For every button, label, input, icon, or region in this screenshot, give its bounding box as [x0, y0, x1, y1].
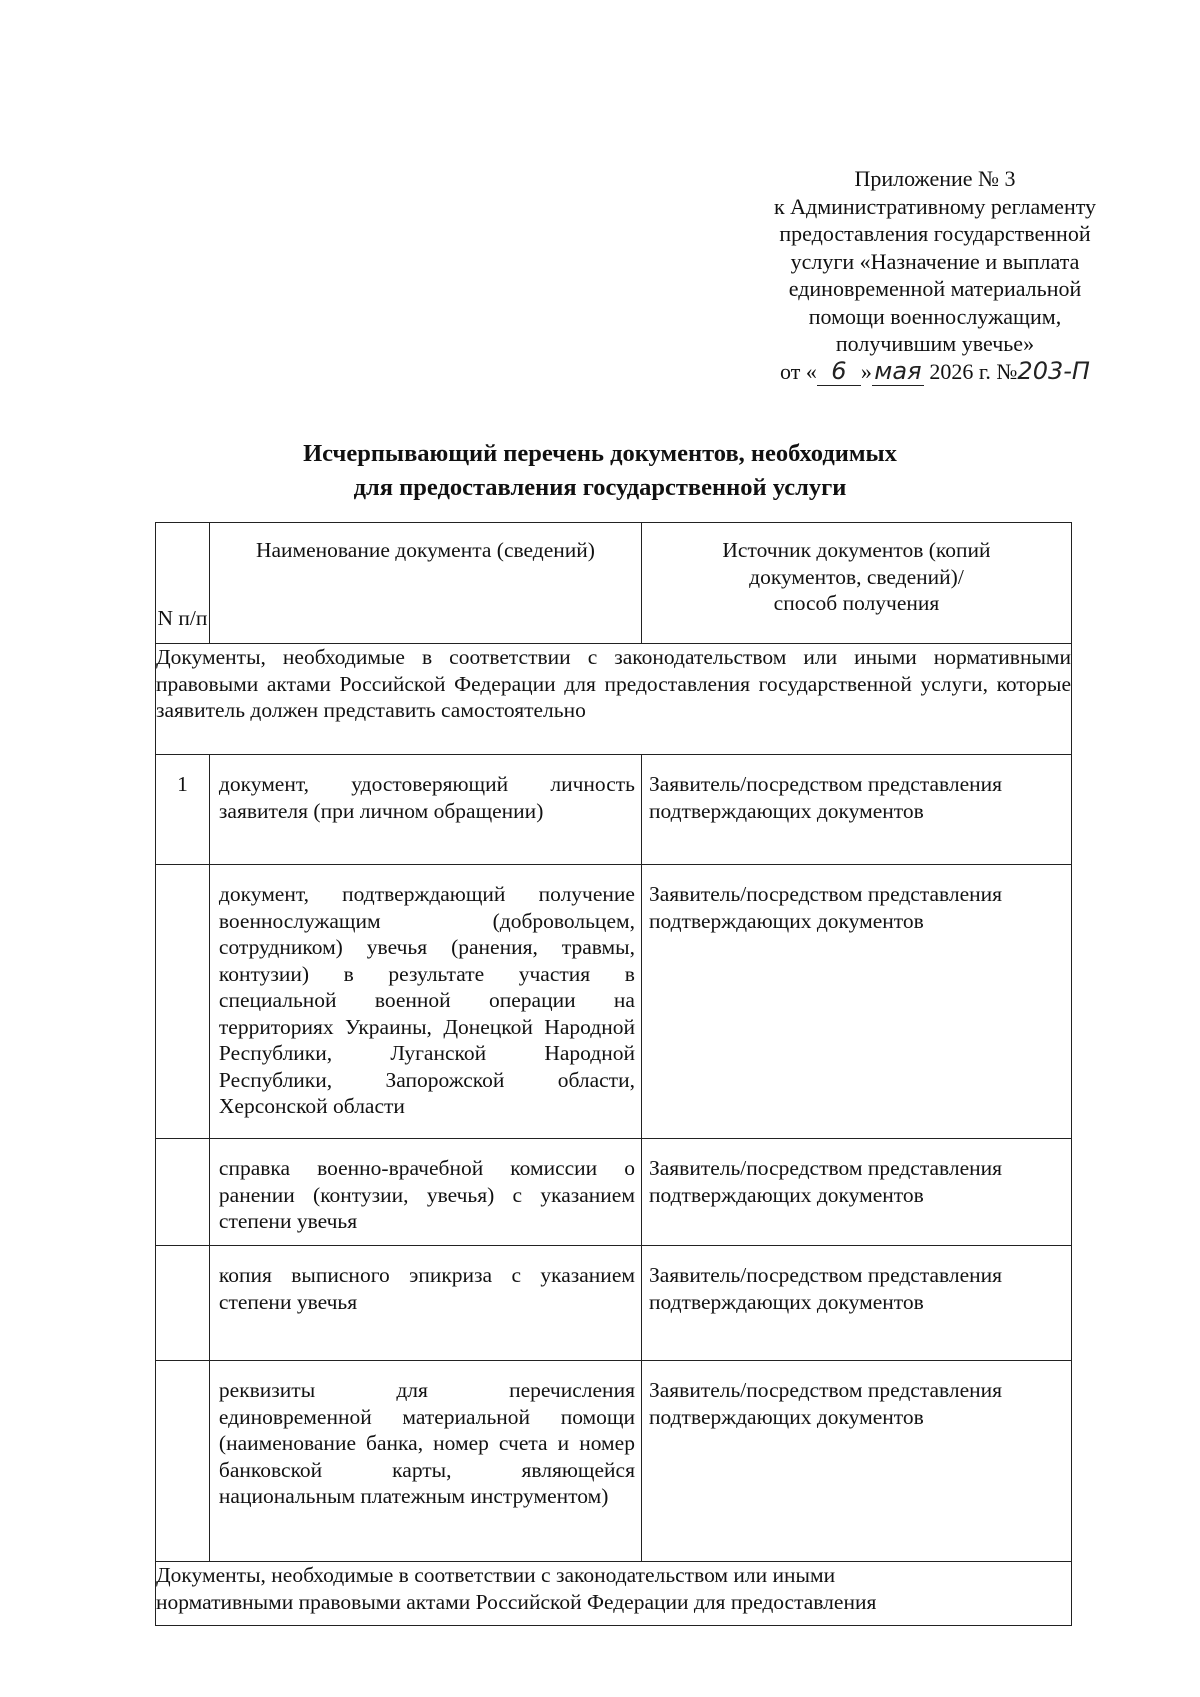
section-row: [156, 1562, 1072, 1626]
documents-table: [155, 522, 1072, 1626]
table-row: [156, 1361, 1072, 1562]
row-name: копия выписного эпикриза с указанием степени увечья: [209, 1246, 641, 1361]
appendix-line: помощи военнослужащим,: [808, 303, 1062, 329]
row-name: документ, подтверждающий получение военнослужащим (добровольцем, сотрудником) увечья (ранения, травмы, контузии) в результате участия в специальной военной операции на территориях Украины, Донецкой Народной Республики, Луганской Народной Республики, Запорожской области, Херсонской области: [209, 865, 641, 1139]
row-source: Заявитель/посредством представления подтверждающих документов: [641, 755, 1071, 865]
appendix-line: единовременной материальной: [788, 276, 1082, 301]
appendix-line: предоставления государственной: [779, 221, 1091, 246]
table-header-row: [156, 523, 1072, 644]
header-name: Наименование документа (сведений): [209, 523, 641, 644]
number-prefix: №: [996, 358, 1018, 384]
row-name: справка военно-врачебной комиссии о ранении (контузии, увечья) с указанием степени увечья: [209, 1139, 641, 1246]
date-mid: »: [860, 358, 872, 384]
table-row: [156, 755, 1072, 865]
row-num: [156, 1139, 210, 1246]
row-source: Заявитель/посредством представления подтверждающих документов: [641, 865, 1071, 1139]
table-row: [156, 1246, 1072, 1361]
row-num: 1: [156, 755, 210, 865]
appendix-line: услуги «Назначение и выплата: [790, 248, 1080, 274]
section-row: [156, 644, 1072, 755]
appendix-block: [715, 165, 1155, 386]
handwritten-number: 203-П: [1017, 356, 1090, 385]
date-year: 2026 г.: [929, 358, 991, 384]
date-number-line: [715, 358, 1155, 387]
handwritten-day: 6: [817, 358, 861, 387]
section-heading-2: Документы, необходимые в соответствии с законодательством или иными нормативными правовыми актами Российской Федерации для предоставления: [156, 1562, 1072, 1626]
appendix-line: Приложение № 3: [854, 166, 1016, 191]
document-title: [150, 437, 1050, 505]
section-heading: Документы, необходимые в соответствии с законодательством или иными нормативными правовыми актами Российской Федерации для предоставления государственной услуги, которые заявитель должен представить самостоятельно: [156, 644, 1072, 755]
handwritten-month: мая: [872, 358, 924, 387]
row-num: [156, 1246, 210, 1361]
title-line-2: для предоставления государственной услуги: [353, 474, 847, 501]
row-num: [156, 1361, 210, 1562]
appendix-line: к Административному регламенту: [773, 193, 1097, 219]
header-source: Источник документов (копий документов, сведений)/ способ получения: [641, 523, 1071, 644]
row-source: Заявитель/посредством представления подтверждающих документов: [641, 1139, 1071, 1246]
header-num: N п/п: [156, 523, 210, 644]
row-num: [156, 865, 210, 1139]
title-line-1: Исчерпывающий перечень документов, необходимых: [303, 440, 897, 467]
row-name: реквизиты для перечисления единовременной материальной помощи (наименование банка, номер счета и номер банковской карты, являющейся национальным платежным инструментом): [209, 1361, 641, 1562]
row-name: документ, удостоверяющий личность заявителя (при личном обращении): [209, 755, 641, 865]
appendix-line: получившим увечье»: [835, 331, 1035, 356]
row-source: Заявитель/посредством представления подтверждающих документов: [641, 1361, 1071, 1562]
row-source: Заявитель/посредством представления подтверждающих документов: [641, 1246, 1071, 1361]
date-prefix: от «: [780, 358, 817, 384]
table-row: [156, 1139, 1072, 1246]
table-row: [156, 865, 1072, 1139]
